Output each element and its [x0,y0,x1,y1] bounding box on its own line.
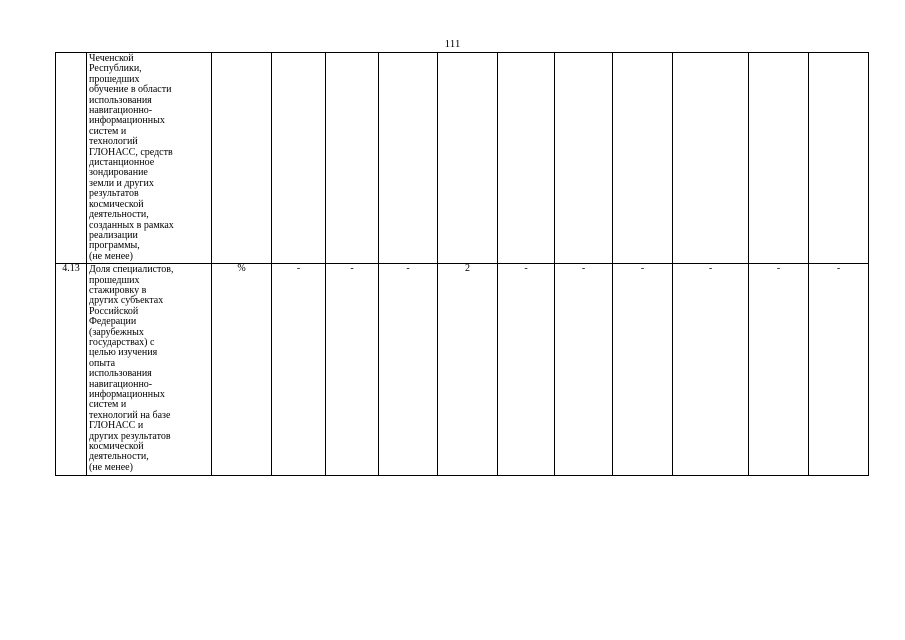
value-cell: - [326,264,379,476]
description-line: ГЛОНАСС, средств [89,146,173,158]
description-line: зондирование [89,167,148,179]
value-cell: - [749,264,809,476]
description-line: деятельности, [89,451,149,463]
value-cell [673,53,749,264]
value-cell [498,53,555,264]
value-cell: - [673,264,749,476]
description-line: созданных в рамках [89,219,174,231]
description-line: результатов [89,188,139,200]
description-line: навигационно- [89,105,153,117]
description-line: реализации [89,229,138,241]
description-line: Республики, [89,63,142,75]
description-line: стажировку в [89,284,147,296]
description-line: технологий на базе [89,409,171,421]
description-line: информационных [89,389,165,400]
value-cell [749,53,809,264]
description-line: навигационно- [89,378,153,390]
row-number-cell [56,53,87,264]
description-line: (зарубежных [89,326,144,338]
indicator-description-cell [87,53,212,264]
description-line: космической [89,441,144,453]
description-line: космической [89,198,144,210]
value-cell [379,53,438,264]
description-line: Российской [89,305,139,317]
description-line: деятельности, [89,209,149,221]
indicator-table [55,52,869,476]
table-row [56,264,869,476]
value-cell: - [498,264,555,476]
description-line: обучение в области [89,84,172,96]
unit-cell: % [212,264,272,476]
description-line: прошедших [89,73,140,85]
description-line: (не менее) [89,250,133,262]
description-line: других результатов [89,430,171,442]
unit-cell [212,53,272,264]
description-line: Доля специалистов, [89,264,174,276]
description-line: технологий [89,136,138,148]
description-line: (не менее) [89,461,133,473]
description-line: Федерации [89,316,137,328]
value-cell: 2 [438,264,498,476]
description-line: ГЛОНАСС и [89,420,144,432]
value-cell [438,53,498,264]
description-line: дистанционное [89,157,155,169]
value-cell: - [272,264,326,476]
value-cell [555,53,613,264]
description-line: программы, [89,240,140,252]
table-row [56,53,869,264]
description-line: использования [89,94,152,106]
description-line: прошедших [89,274,140,286]
value-cell [613,53,673,264]
value-cell: - [555,264,613,476]
description-line: Чеченской [89,53,134,64]
description-line: систем и [89,125,127,137]
value-cell: - [809,264,869,476]
value-cell [272,53,326,264]
value-cell: - [613,264,673,476]
row-number-cell: 4.13 [56,264,87,476]
description-line: информационных [89,115,165,127]
page-number: 111 [444,38,461,50]
description-line: государствах) с [89,336,155,348]
value-cell [809,53,869,264]
description-line: опыта [89,357,116,369]
indicator-description-cell [87,264,212,476]
description-line: целью изучения [89,347,158,359]
value-cell: - [379,264,438,476]
value-cell [326,53,379,264]
description-line: других субъектах [89,295,164,307]
description-line: использования [89,368,152,380]
description-line: земли и других [89,177,154,189]
description-line: систем и [89,399,127,411]
